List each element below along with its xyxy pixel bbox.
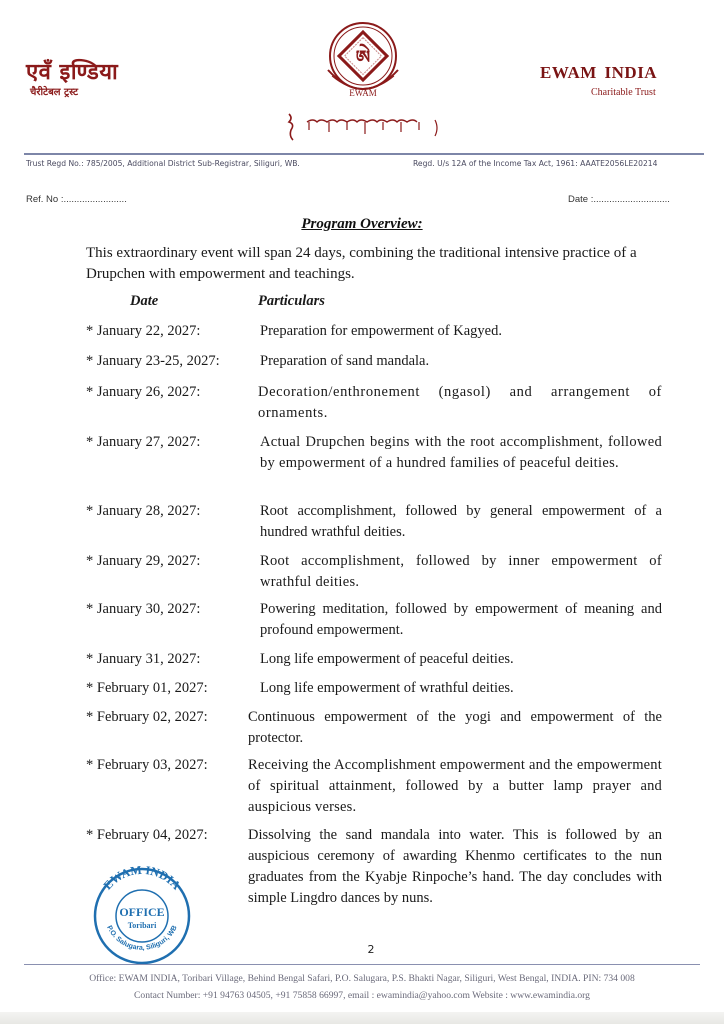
hindi-org-subtitle: चैरीटेबल ट्रस्ट [30, 87, 79, 98]
footer-contact: Contact Number: +91 94763 04505, +91 75858 66997, email : ewamindia@yahoo.com Website : www.ewamindia.org [134, 990, 590, 1001]
svg-text:OFFICE: OFFICE [119, 905, 165, 919]
schedule-date: * January 29, 2027: [86, 553, 201, 569]
page-title: Program Overview: [301, 216, 423, 232]
schedule-text: Powering meditation, followed by empowerment of meaning and profound empowerment. [260, 601, 662, 638]
schedule-date: * January 28, 2027: [86, 503, 201, 519]
schedule-date: * January 26, 2027: [86, 384, 201, 400]
header-divider [24, 153, 704, 155]
schedule-text: Preparation of sand mandala. [260, 353, 430, 369]
schedule-text: Dissolving the sand mandala into water. This is followed by an auspicious ceremony of awarding Khenmo certificates to the nun graduates from the Kyabje Rinpoche’s hand. The day concludes with simple Lingdro dances by nuns. [248, 827, 662, 906]
schedule-text: Long life empowerment of peaceful deities. [260, 651, 514, 667]
schedule-text: Root accomplishment, followed by general empowerment of a hundred wrathful deities. [260, 503, 662, 540]
svg-text:ཨེ: ཨེ [355, 47, 371, 68]
hindi-org-name: एवँ इण्डिया [26, 60, 119, 85]
schedule-text: Preparation for empowerment of Kagyed. [260, 323, 502, 339]
schedule-date: * January 31, 2027: [86, 651, 201, 667]
schedule-text: Decoration/enthronement (ngasol) and arrangement of ornaments. [258, 384, 662, 421]
ewam-emblem-icon [318, 18, 408, 108]
english-org-name: EWAM INDIA [540, 63, 658, 82]
tax-registration: Regd. U/s 12A of the Income Tax Act, 1961: AAATE2056LE20214 [413, 159, 658, 168]
schedule-date: * January 22, 2027: [86, 323, 201, 339]
trust-registration: Trust Regd No.: 785/2005, Additional District Sub-Registrar, Siliguri, WB. [26, 159, 300, 168]
footer-address: Office: EWAM INDIA, Toribari Village, Behind Bengal Safari, P.O. Salugara, P.S. Bhakti Nagar, Siliguri, West Bengal, INDIA. PIN: 734 008 [89, 973, 635, 984]
schedule-date: * January 30, 2027: [86, 601, 201, 617]
tibetan-motto [285, 108, 445, 142]
column-header-particulars: Particulars [258, 293, 325, 309]
svg-text:EWAM: EWAM [349, 88, 377, 98]
schedule-text: Actual Drupchen begins with the root accomplishment, followed by empowerment of a hundred families of peaceful deities. [260, 434, 662, 471]
english-org-subtitle: Charitable Trust [591, 87, 656, 98]
schedule-date: * January 27, 2027: [86, 434, 201, 450]
schedule-date: * February 01, 2027: [86, 680, 208, 696]
ref-no-field: Ref. No :........................ [26, 194, 127, 205]
svg-text:EWAM INDIA: EWAM INDIA [100, 866, 184, 893]
intro-paragraph: This extraordinary event will span 24 days, combining the traditional intensive practice of a Drupchen with empowerment and teachings. [86, 245, 637, 282]
schedule-text: Receiving the Accomplishment empowerment and the empowerment of spiritual attainment, followed by a butter lamp prayer and auspicious verses. [248, 757, 662, 815]
schedule-date: * February 03, 2027: [86, 757, 208, 773]
schedule-date: * February 02, 2027: [86, 709, 208, 725]
footer-divider [24, 964, 700, 965]
schedule-text: Continuous empowerment of the yogi and empowerment of the protector. [248, 709, 662, 746]
date-field: Date :............................. [568, 194, 670, 205]
schedule-date: * January 23-25, 2027: [86, 353, 220, 369]
svg-text:Toribari: Toribari [127, 921, 157, 930]
scan-edge [0, 1012, 724, 1024]
column-header-date: Date [130, 293, 159, 309]
schedule-text: Long life empowerment of wrathful deities. [260, 680, 514, 696]
page-number: 2 [367, 943, 375, 956]
schedule-date: * February 04, 2027: [86, 827, 208, 843]
schedule-text: Root accomplishment, followed by inner empowerment of wrathful deities. [260, 553, 662, 590]
svg-text:P.O. Salugara, Siliguri, WB: P.O. Salugara, Siliguri, WB [105, 924, 179, 952]
